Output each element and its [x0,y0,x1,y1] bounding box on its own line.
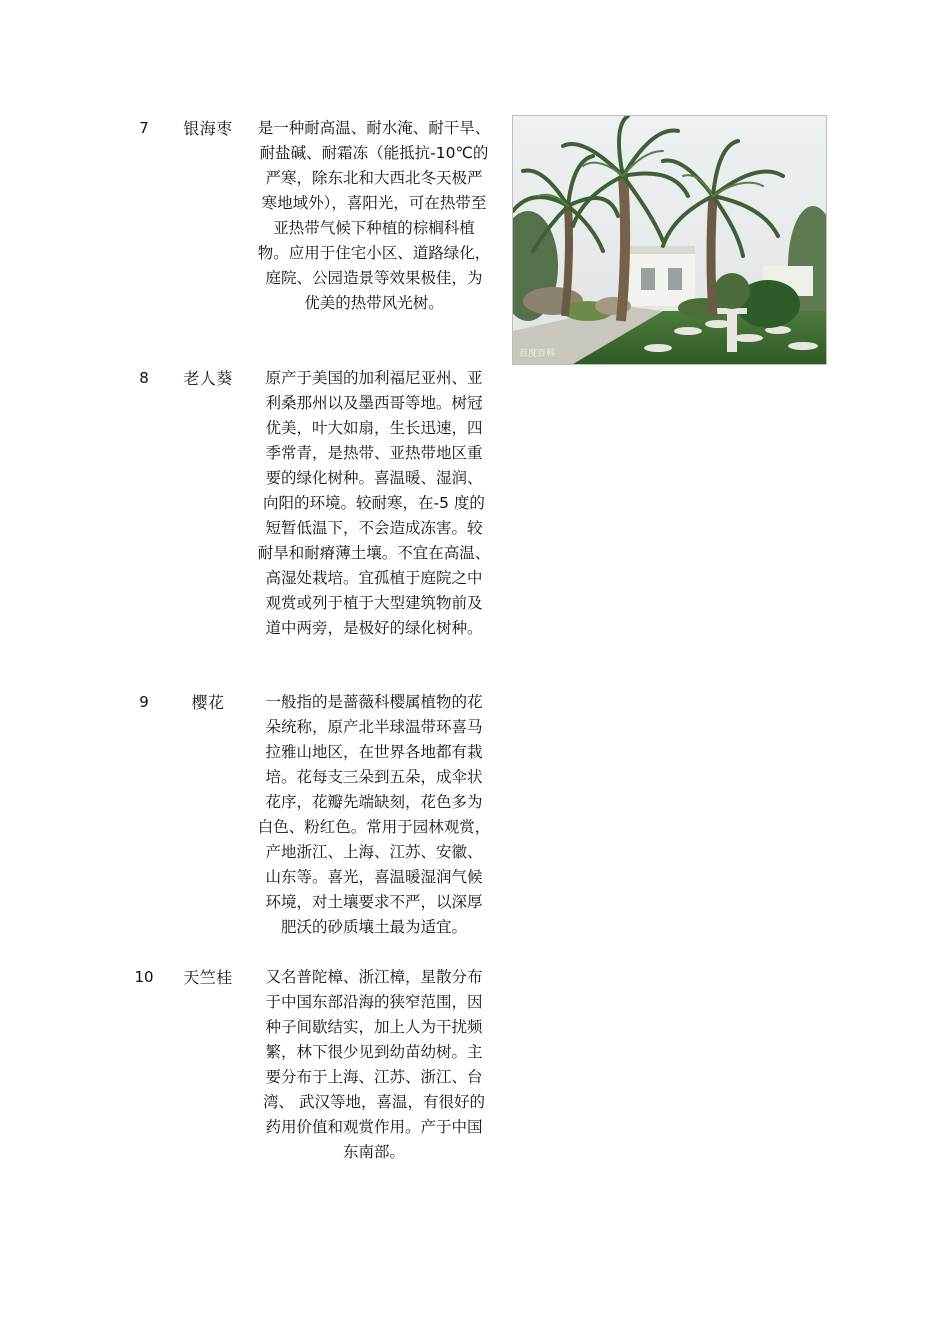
plant-name: 天竺桂 [183,968,233,987]
description-line: 产地浙江、上海、江苏、安徽、 [265,843,483,861]
description-line: 严寒，除东北和大西北冬天极严 [265,169,483,187]
description-line: 要分布于上海、江苏、浙江、台 [265,1068,483,1086]
description-line: 向阳的环境。较耐寒，在-5 度的 [263,494,485,512]
description-line: 道中两旁，是极好的绿化树种。 [265,619,483,637]
description-line: 一般指的是蔷薇科樱属植物的花 [265,693,483,711]
description-line: 要的绿化树种。喜温暖、湿润、 [265,469,483,487]
description-line: 肥沃的砂质壤土最为适宜。 [280,918,467,936]
description-line: 药用价值和观赏作用。产于中国 [265,1118,483,1136]
description-line: 东南部。 [342,1143,405,1161]
plant-description [250,366,498,641]
description-line: 寒地域外），喜阳光，可在热带至 [261,194,487,212]
photo-watermark: 百度百科 [519,348,556,358]
description-line: 物。应用于住宅小区、道路绿化， [257,244,491,262]
description-line: 花序，花瓣先端缺刻，花色多为 [265,793,483,811]
description-line: 是一种耐高温、耐水淹、耐干旱、 [257,119,491,137]
entry-number: 7 [139,119,149,137]
description-line: 短暂低温下，不会造成冻害。较 [265,519,483,537]
description-line: 于中国东部沿海的狭窄范围，因 [265,993,483,1011]
plant-description [250,116,498,316]
description-line: 山东等。喜光，喜温暖湿润气候 [265,868,483,886]
description-line: 耐盐碱、耐霜冻（能抵抗-10℃的 [259,144,489,162]
description-line: 繁，林下很少见到幼苗幼树。主 [265,1043,483,1061]
plant-description [250,965,498,1165]
description-line: 环境，对土壤要求不严，以深厚 [265,893,483,911]
palm-tree-photo [512,115,827,365]
entry-number: 8 [139,369,149,387]
description-line: 白色、粉红色。常用于园林观赏， [257,818,491,836]
plant-description [250,690,498,940]
description-line: 种子间歇结实，加上人为干扰频 [265,1018,483,1036]
entry-number: 10 [134,968,154,986]
description-line: 优美的热带风光树。 [304,294,444,312]
description-line: 观赏或列于植于大型建筑物前及 [265,594,483,612]
description-line: 利桑那州以及墨西哥等地。树冠 [265,394,483,412]
plant-name: 银海枣 [183,119,233,138]
entry-number: 9 [139,693,149,711]
description-line: 培。花每支三朵到五朵，成伞状 [265,768,483,786]
description-line: 庭院、公园造景等效果极佳，为 [265,269,483,287]
description-line: 优美，叶大如扇，生长迅速，四 [265,419,483,437]
plant-name: 樱花 [191,693,225,712]
description-line: 耐旱和耐瘠薄土壤。不宜在高温、 [257,544,491,562]
description-line: 亚热带气候下种植的棕榈科植 [273,219,475,237]
description-line: 原产于美国的加利福尼亚州、亚 [265,369,483,387]
description-line: 季常青，是热带、亚热带地区重 [265,444,483,462]
plant-name: 老人葵 [183,369,233,388]
description-line: 又名普陀樟、浙江樟，星散分布 [265,968,483,986]
description-line: 拉雅山地区，在世界各地都有栽 [265,743,483,761]
description-line: 朵统称，原产北半球温带环喜马 [265,718,483,736]
description-line: 湾、 武汉等地，喜温，有很好的 [263,1093,485,1111]
description-line: 高湿处栽培。宜孤植于庭院之中 [265,569,483,587]
